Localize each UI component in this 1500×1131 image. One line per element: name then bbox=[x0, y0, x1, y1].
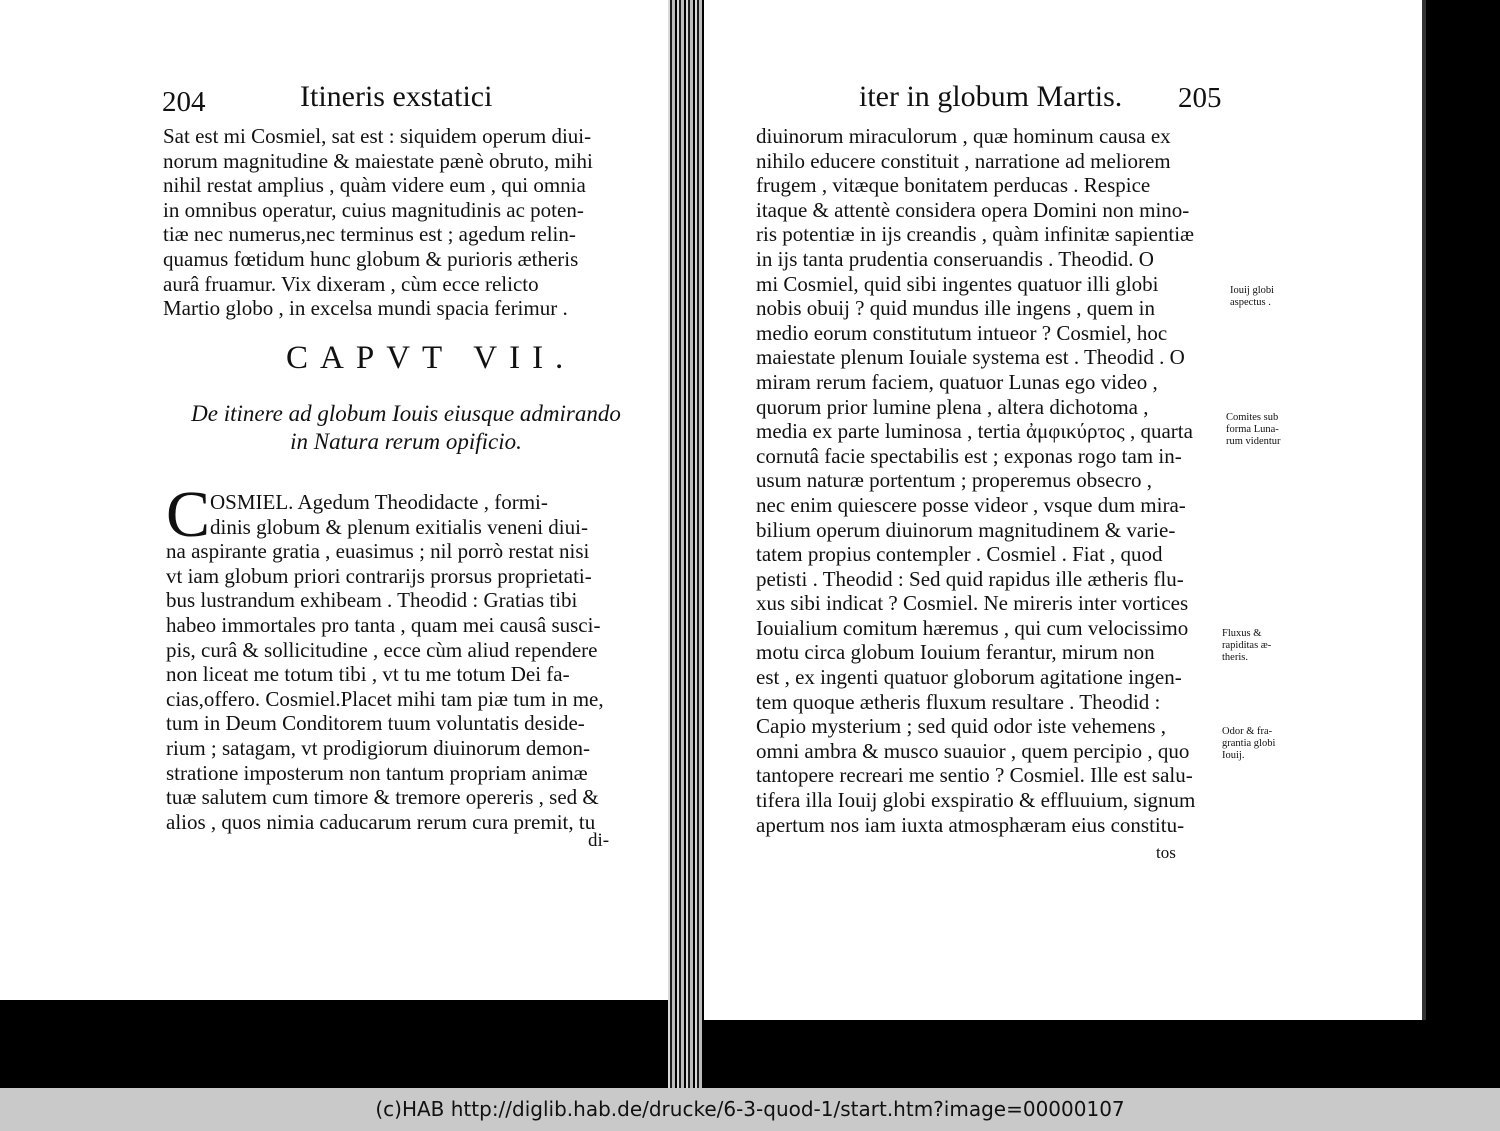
text-line: est , ex ingenti quatuor globorum agitatione ingen- bbox=[756, 665, 1182, 690]
text-line: nihilo educere constituit , narratione ad meliorem bbox=[756, 148, 1171, 173]
margin-note-line: Iouij globi bbox=[1230, 285, 1275, 296]
text-line: mi Cosmiel, quid sibi ingentes quatuor illi globi bbox=[756, 271, 1159, 296]
text-line: tantopere recreari me sentio ? Cosmiel. Ille est salu- bbox=[756, 763, 1193, 788]
margin-note-line: grantia globi bbox=[1222, 738, 1276, 749]
text-line: norum magnitudine & maiestate pænè obruto, mihi bbox=[163, 148, 593, 173]
text-line: apertum nos iam iuxta atmosphæram eius constitu- bbox=[756, 812, 1185, 837]
text-line: aurâ fruamur. Vix dixeram , cùm ecce relicto bbox=[163, 271, 539, 296]
right-page-number: 205 bbox=[1178, 82, 1222, 114]
text-line: cias,offero. Cosmiel.Placet mihi tam piæ tum in me, bbox=[166, 686, 604, 711]
text-line: in ijs tanta prudentia conseruandis . Theodid. O bbox=[756, 246, 1154, 271]
text-line: diuinorum miraculorum , quæ hominum causa ex bbox=[756, 124, 1171, 148]
text-line: quorum prior lumine plena , altera dichotoma , bbox=[756, 394, 1149, 419]
text-line: itaque & attentè considera opera Domini non mino- bbox=[756, 197, 1190, 222]
drop-cap: C bbox=[166, 478, 211, 551]
book-gutter bbox=[668, 0, 704, 1088]
margin-note-line: Comites sub bbox=[1226, 412, 1279, 423]
text-line: bilium operum diuinorum magnitudinem & varie- bbox=[756, 517, 1176, 542]
margin-note-comites bbox=[1226, 412, 1281, 448]
text-line: dinis globum & plenum exitialis veneni diui- bbox=[210, 514, 588, 539]
text-line: non liceat me totum tibi , vt tu me totum Dei fa- bbox=[166, 662, 570, 687]
text-line: motu circa globum Iouium ferantur, mirum non bbox=[756, 640, 1155, 665]
text-line: tuæ salutem cum timore & tremore opereris , sed & bbox=[166, 785, 599, 810]
margin-note-line: theris. bbox=[1222, 652, 1248, 663]
text-line: rium ; satagam, vt prodigiorum diuinorum demon- bbox=[166, 735, 591, 760]
text-line: na aspirante gratia , euasimus ; nil porrò restat nisi bbox=[166, 539, 590, 564]
right-catchword: tos bbox=[1156, 843, 1176, 862]
right-page bbox=[704, 0, 1426, 1020]
text-line: Sat est mi Cosmiel, sat est : siquidem operum diui- bbox=[163, 124, 592, 148]
right-body-text bbox=[756, 124, 1226, 837]
text-line: alios , quos nimia caducarum rerum cura premit, tu bbox=[166, 809, 596, 834]
subtitle-line: in Natura rerum opificio. bbox=[290, 429, 522, 454]
left-catchword: di- bbox=[588, 830, 610, 851]
left-page bbox=[0, 0, 668, 1000]
text-line: xus sibi indicat ? Cosmiel. Ne mireris inter vortices bbox=[756, 591, 1189, 616]
text-line: omni ambra & musco suauior , quem percipio , quo bbox=[756, 738, 1190, 763]
margin-note-fluxus bbox=[1222, 628, 1271, 664]
margin-note-iouij-aspectus bbox=[1230, 285, 1274, 309]
text-line: bus lustrandum exhibeam . Theodid : Gratias tibi bbox=[166, 588, 578, 613]
text-line: medio eorum constitutum intueor ? Cosmiel, hoc bbox=[756, 320, 1168, 345]
text-line: Capio mysterium ; sed quid odor iste vehemens , bbox=[756, 714, 1167, 739]
left-running-head: Itineris exstatici bbox=[300, 80, 493, 113]
margin-note-line: rum videntur bbox=[1226, 436, 1281, 447]
copyright-footer: (c)HAB http://diglib.hab.de/drucke/6-3-quod-1/start.htm?image=00000107 bbox=[0, 1088, 1500, 1131]
margin-note-line: Iouij. bbox=[1222, 750, 1245, 761]
margin-note-line: aspectus . bbox=[1230, 297, 1271, 308]
text-line: tiæ nec numerus,nec terminus est ; agedum relin- bbox=[163, 222, 576, 247]
left-top-text bbox=[163, 124, 643, 321]
text-line: miram rerum faciem, quatuor Lunas ego video , bbox=[756, 369, 1158, 394]
text-line: frugem , vitæque bonitatem perducas . Respice bbox=[756, 173, 1151, 198]
margin-note-line: Fluxus & bbox=[1222, 628, 1262, 639]
text-line: nec enim quiescere posse videor , vsque dum mira- bbox=[756, 492, 1186, 517]
text-line: tatem propius contempler . Cosmiel . Fiat , quod bbox=[756, 542, 1163, 567]
margin-note-line: Odor & fra- bbox=[1222, 726, 1273, 737]
text-line: OSMIEL. Agedum Theodidacte , formi- bbox=[210, 490, 548, 514]
left-page-number: 204 bbox=[162, 86, 206, 118]
text-line: Iouialium comitum hæremus , qui cum velocissimo bbox=[756, 615, 1189, 640]
text-line: Martio globo , in excelsa mundi spacia ferimur . bbox=[163, 296, 568, 321]
text-line: ris potentiæ in ijs creandis , quàm infinitæ sapientiæ bbox=[756, 222, 1195, 247]
text-line: petisti . Theodid : Sed quid rapidus ille ætheris flu- bbox=[756, 566, 1184, 591]
margin-note-line: forma Luna- bbox=[1226, 424, 1279, 435]
text-line: maiestate plenum Iouiale systema est . Theodid . O bbox=[756, 345, 1185, 370]
text-line: tifera illa Iouij globi exspiratio & effluuium, signum bbox=[756, 788, 1196, 813]
margin-note-line: rapiditas æ- bbox=[1222, 640, 1272, 651]
chapter-heading: CAPVT VII. bbox=[286, 340, 576, 376]
text-line: tum in Deum Conditorem tuum voluntatis deside- bbox=[166, 711, 585, 736]
right-running-head: iter in globum Martis. bbox=[859, 80, 1123, 113]
subtitle-line: De itinere ad globum Iouis eiusque admirando bbox=[191, 401, 621, 426]
text-line: usum naturæ portentum ; properemus obsecro , bbox=[756, 468, 1153, 493]
text-line: cornutâ facie spectabilis est ; exponas rogo tam in- bbox=[756, 443, 1182, 468]
text-line: in omnibus operatur, cuius magnitudinis ac poten- bbox=[163, 197, 584, 222]
text-line: nobis obuij ? quid mundus ille ingens , quem in bbox=[756, 296, 1155, 321]
chapter-subtitle bbox=[166, 400, 646, 456]
text-line: nihil restat amplius , quàm videre eum , qui omnia bbox=[163, 173, 586, 198]
text-line: pis, curâ & sollicitudine , ecce cùm aliud rependere bbox=[166, 637, 598, 662]
left-body-text bbox=[166, 490, 646, 834]
text-line: stratione imposterum non tantum propriam animæ bbox=[166, 760, 588, 785]
text-line: quamus fœtidum hunc globum & purioris ætheris bbox=[163, 246, 579, 271]
margin-note-odor bbox=[1222, 726, 1275, 762]
text-line: vt iam globum priori contrarijs prorsus proprietati- bbox=[166, 563, 592, 588]
text-line: habeo immortales pro tanta , quam mei causâ susci- bbox=[166, 612, 601, 637]
text-line: media ex parte luminosa , tertia ἀμφικύρτος , quarta bbox=[756, 419, 1193, 444]
text-line: tem quoque ætheris fluxum resultare . Theodid : bbox=[756, 689, 1161, 714]
